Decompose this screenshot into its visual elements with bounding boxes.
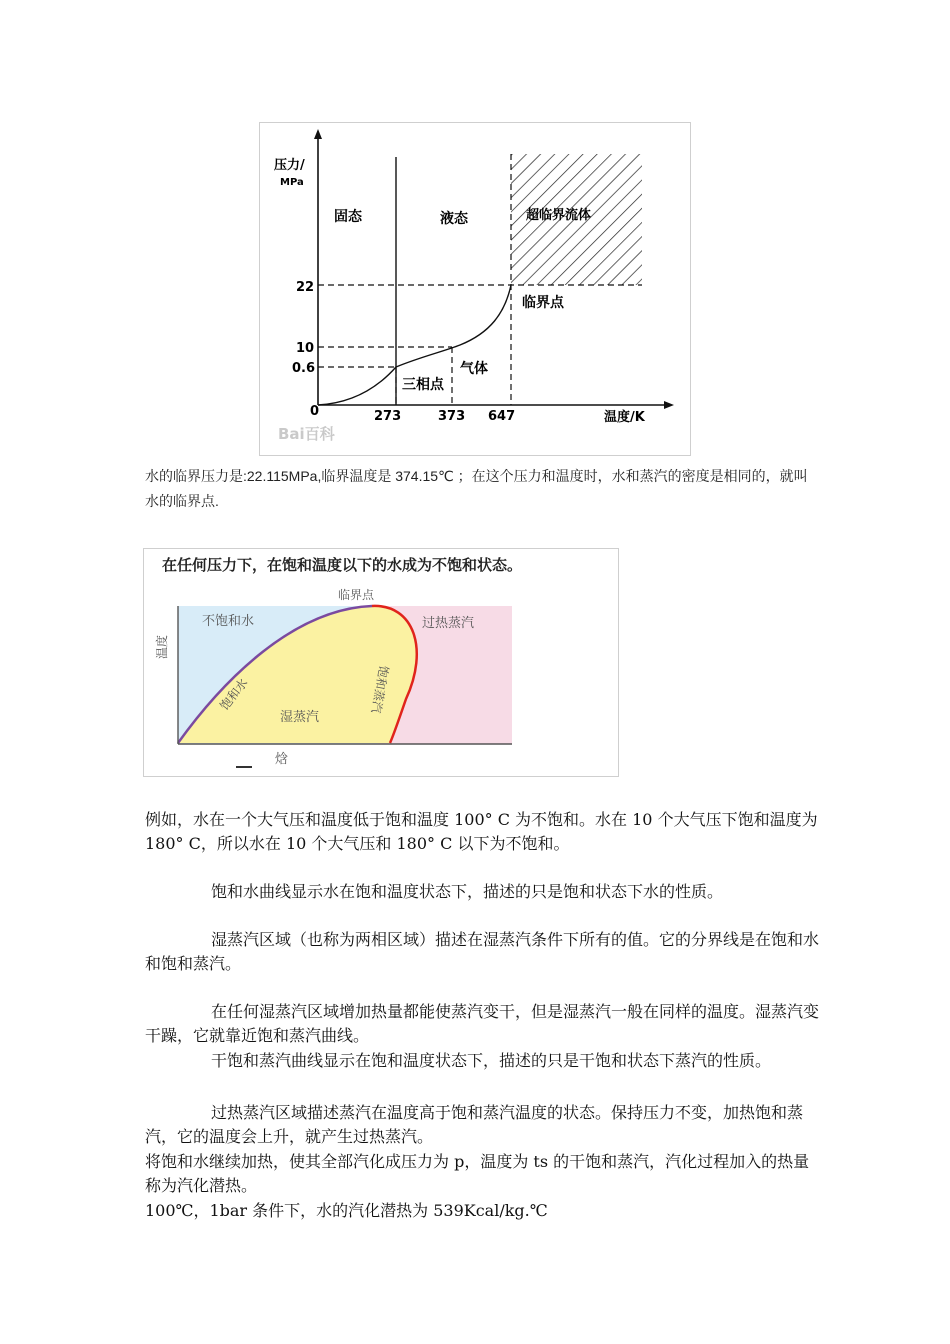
- y-tick-0-6: 0.6: [292, 361, 316, 376]
- h-axis-label: 焓: [275, 752, 289, 767]
- y-tick-22: 22: [296, 280, 315, 295]
- paragraph-example: 例如，水在一个大气压和温度低于饱和温度 100° C 为不饱和。水在 10 个大气压下饱和温度为 180° C，所以水在 10 个大气压和 180° C 以下为不饱和。: [145, 810, 818, 853]
- paragraph-superheated-steam: 过热蒸汽区域描述蒸汽在温度高于饱和蒸汽温度的状态。保持压力不变，加热饱和蒸汽，它的温度会上升，就产生过热蒸汽。: [145, 1103, 804, 1146]
- x-axis-arrow: [664, 401, 674, 409]
- figure2-title: 在任何压力下，在饱和温度以下的水成为不饱和状态。: [162, 556, 523, 574]
- x-tick-373: 373: [438, 409, 466, 424]
- wet-steam-label: 湿蒸汽: [280, 710, 320, 725]
- unsaturated-water-label: 不饱和水: [202, 614, 255, 629]
- t-axis-label: 温度: [155, 634, 169, 659]
- critical-point-label: 临界点: [522, 295, 564, 311]
- y-axis-label-line1: 压力/: [274, 158, 305, 173]
- region-supercritical-label: 超临界流体: [526, 208, 592, 223]
- region-gas-label: 气体: [460, 361, 488, 377]
- region-solid-label: 固态: [334, 209, 362, 225]
- figure1-caption: 水的临界压力是:22.115MPa,临界温度是 374.15℃ ；在这个压力和温度时，水和蒸汽的密度是相同的，就叫水的临界点.: [145, 468, 808, 509]
- y-axis-label-line2: MPa: [280, 177, 304, 188]
- paragraph-saturated-water: 饱和水曲线显示水在饱和温度状态下，描述的只是饱和状态下水的性质。: [211, 882, 724, 901]
- critical-point-label: 临界点: [338, 588, 375, 602]
- watermark: Bai百科: [278, 425, 335, 443]
- temperature-enthalpy-figure: [143, 548, 619, 777]
- paragraph-drying: 在任何湿蒸汽区域增加热量都能使蒸汽变干，但是湿蒸汽一般在同样的温度。湿蒸汽变干躁，它就靠近饱和蒸汽曲线。: [145, 1002, 820, 1045]
- paragraph-latent-heat-value: 100℃，1bar 条件下，水的汽化潜热为 539Kcal/kg.℃: [145, 1201, 548, 1220]
- y-axis-arrow: [314, 129, 322, 139]
- y-tick-10: 10: [296, 341, 315, 356]
- saturated-water-curve-label: 饱和水: [217, 675, 251, 713]
- saturated-steam-curve-label: 饱和蒸汽: [368, 664, 391, 715]
- paragraph-wet-steam-region: 湿蒸汽区域（也称为两相区域）描述在湿蒸汽条件下所有的值。它的分界线是在饱和水和饱和蒸汽。: [145, 930, 820, 973]
- superheated-steam-label: 过热蒸汽: [422, 616, 475, 631]
- paragraph-dry-saturated-steam: 干饱和蒸汽曲线显示在饱和温度状态下，描述的只是干饱和状态下蒸汽的性质。: [211, 1051, 772, 1070]
- region-liquid-label: 液态: [440, 211, 468, 227]
- phase-diagram-figure: [259, 122, 691, 456]
- x-axis-label: 温度/K: [604, 410, 645, 425]
- origin-tick: 0: [310, 404, 320, 419]
- paragraph-latent-heat: 将饱和水继续加热，使其全部汽化成压力为 p，温度为 ts 的干饱和蒸汽，汽化过程加入的热量称为汽化潜热。: [145, 1152, 810, 1195]
- x-tick-647: 647: [488, 409, 516, 424]
- x-tick-273: 273: [374, 409, 402, 424]
- temperature-enthalpy-svg: [144, 549, 618, 776]
- triple-point-label: 三相点: [402, 377, 444, 393]
- phase-diagram-svg: [260, 123, 690, 455]
